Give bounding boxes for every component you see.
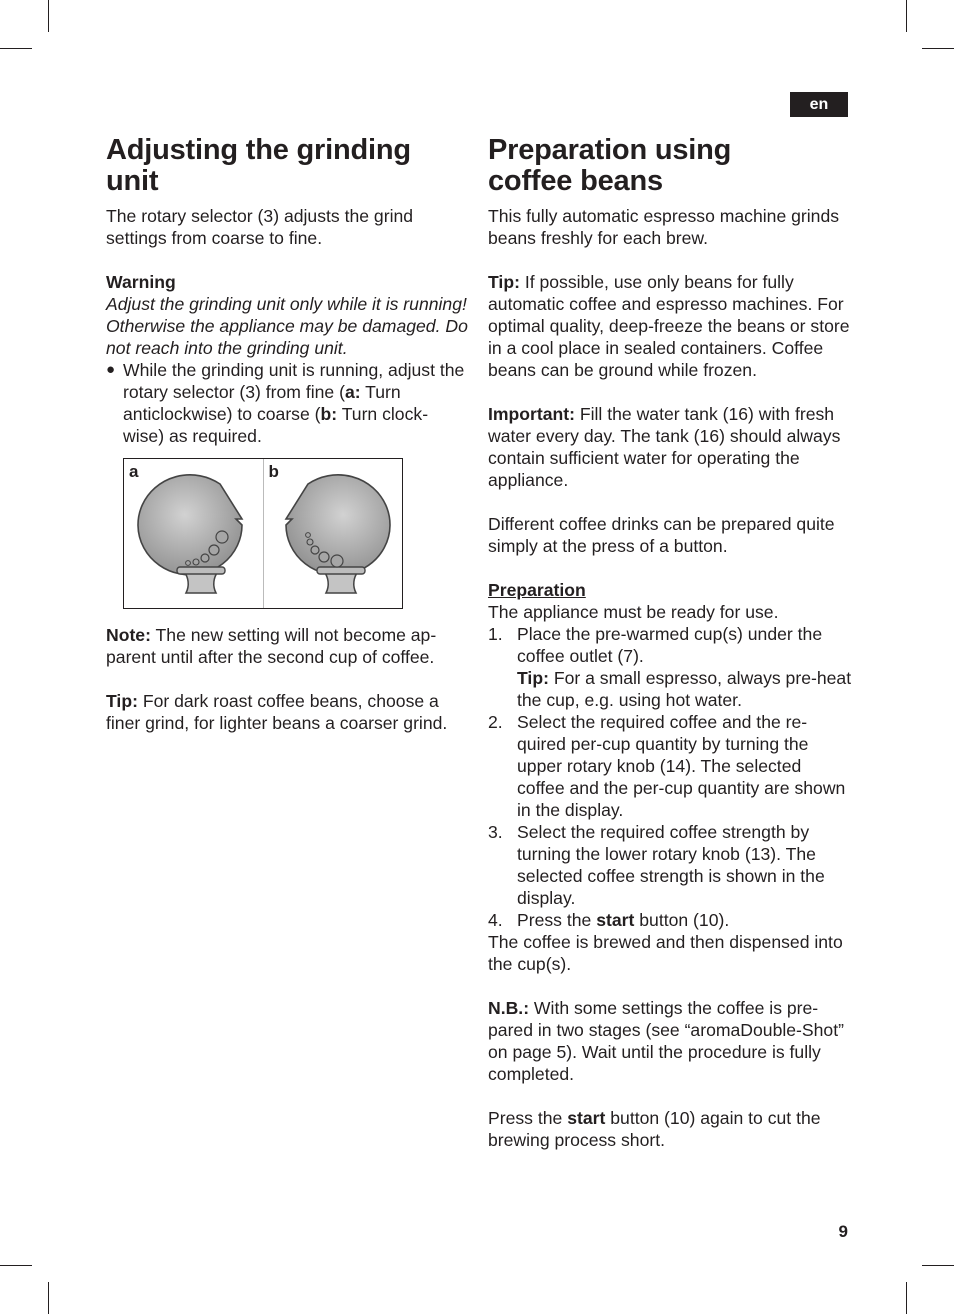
warning-text: Adjust the grinding unit only while it is running! Otherwise the appliance may be damaged. Do not reach into the grinding unit. (106, 294, 468, 358)
crop-mark (922, 48, 954, 49)
grinding-intro: The rotary selector (3) adjusts the grind settings from coarse to fine. (106, 206, 414, 248)
preparation-heading: Preparation (488, 580, 586, 600)
grinder-figure (123, 458, 403, 609)
language-tab: en (790, 92, 848, 117)
bullet-dot-icon: ● (106, 361, 116, 378)
crop-mark (48, 0, 49, 32)
important-note: Important: Fill the water tank (16) with fresh water every day. The tank (16) should always contain sufficient water for operating the appliance. (488, 404, 841, 490)
preparation-steps (488, 623, 852, 931)
step-item: 3. Select the required coffee strength by turning the lower rotary knob (13). The selected coffee strength is shown in the display. (488, 822, 825, 908)
crop-mark (48, 1282, 49, 1314)
preparation-requirement: The appliance must be ready for use. (488, 602, 779, 622)
grinding-tip: Tip: For dark roast coffee beans, choose a finer grind, for lighter beans a coarser grind. (106, 691, 448, 733)
rotary-selector-coarse-icon (264, 459, 404, 608)
drinks-text: Different coffee drinks can be prepared quite simply at the press of a button. (488, 514, 835, 556)
crop-mark (906, 1282, 907, 1314)
bullet-item (106, 359, 468, 447)
step-item: 2. Select the required coffee and the re-quired per-cup quantity by turning the upper rotary knob (14). The selected coffee and the per-cup quantity are shown in the display. (488, 712, 846, 820)
figure-label-b: b (268, 462, 279, 481)
bullet-text: While the grinding unit is running, adjust the rotary selector (3) from fine (a: Turn anticlockwise) to coarse (b: Turn clock-wise) as required. (123, 360, 465, 446)
crop-mark (922, 1265, 954, 1266)
nb-note: N.B.: With some settings the coffee is pre-pared in two stages (see “aromaDouble-Shot” on page 5). Wait until the procedure is fully completed. (488, 998, 844, 1084)
step-item: 1. Place the pre-warmed cup(s) under the coffee outlet (7). Tip: For a small espresso, always pre-heat the cup, e.g. using hot water. (488, 624, 852, 710)
page-number: 9 (838, 1222, 848, 1241)
brewed-text: The coffee is brewed and then dispensed into the cup(s). (488, 932, 843, 974)
right-column (488, 135, 852, 1151)
section-title-grinding: Adjusting the grinding unit (106, 134, 411, 197)
left-column (106, 135, 468, 734)
warning-heading: Warning (106, 272, 176, 292)
figure-panel-a (124, 459, 263, 608)
preparation-intro: This fully automatic espresso machine grinds beans freshly for each brew. (488, 206, 840, 248)
section-title-preparation: Preparation using coffee beans (488, 134, 732, 197)
rotary-selector-fine-icon (124, 459, 264, 608)
step-item: 4. Press the start button (10). (488, 910, 730, 930)
crop-mark (906, 0, 907, 32)
beans-tip: Tip: If possible, use only beans for fully automatic coffee and espresso machines. For optimal quality, deep-freeze the beans or store in a cool place in sealed containers. Coffee beans can be ground while frozen. (488, 272, 850, 380)
press-start-text: Press the start button (10) again to cut the brewing process short. (488, 1108, 821, 1150)
grinding-note: Note: The new setting will not become ap-parent until after the second cup of coffee. (106, 625, 437, 667)
crop-mark (0, 1265, 32, 1266)
crop-mark (0, 48, 32, 49)
figure-label-a: a (129, 462, 139, 481)
figure-panel-b (263, 459, 403, 608)
